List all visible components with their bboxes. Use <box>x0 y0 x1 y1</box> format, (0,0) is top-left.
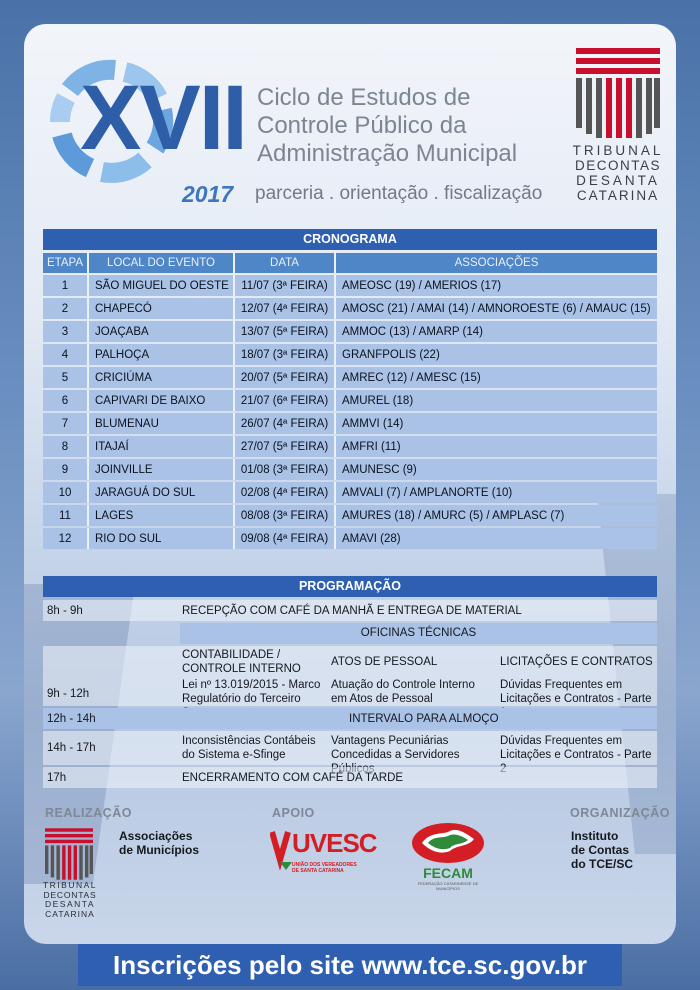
associations-cell: AMMOC (13) / AMARP (14) <box>336 321 657 342</box>
workshop-topic: Lei nº 13.019/2015 - Marco Regulatório do Terceiro <box>182 679 321 705</box>
date-cell: 21/07 (6ª FEIRA) <box>235 390 336 411</box>
table-row <box>43 708 657 729</box>
workshop-topic: Dúvidas Frequentes em Licitações e Contratos - Parte <box>500 735 652 761</box>
etapa-cell: 11 <box>43 505 89 526</box>
time-label: 14h - 17h <box>47 742 96 754</box>
table-header-row <box>43 253 657 273</box>
cronograma-table <box>43 251 657 551</box>
fecam-logo <box>408 821 488 891</box>
workshop-track-header: LICITAÇÕES E CONTRATOS <box>500 656 653 668</box>
associations-cell: AMFRI (11) <box>336 436 657 457</box>
date-cell: 08/08 (3ª FEIRA) <box>235 505 336 526</box>
table-row <box>43 482 657 503</box>
column-header: ASSOCIAÇÕES <box>336 253 657 273</box>
time-label: 12h - 14h <box>47 713 96 725</box>
text-line: de Contas <box>571 843 630 857</box>
tce-line: CATARINA <box>45 908 95 919</box>
fecam-wordmark: FECAM <box>423 865 473 881</box>
table-row <box>43 367 657 388</box>
etapa-cell: 2 <box>43 298 89 319</box>
table-row <box>43 321 657 342</box>
text-line: Associações <box>119 829 193 843</box>
table-row <box>43 413 657 434</box>
event-title <box>257 84 557 168</box>
associations-cell: AMUNESC (9) <box>336 459 657 480</box>
location-cell: ITAJAÍ <box>89 436 235 457</box>
tce-line: DECONTAS <box>574 158 661 173</box>
location-cell: LAGES <box>89 505 235 526</box>
etapa-cell: 4 <box>43 344 89 365</box>
location-cell: JOAÇABA <box>89 321 235 342</box>
column-header: DATA <box>235 253 336 273</box>
date-cell: 09/08 (4ª FEIRA) <box>235 528 336 549</box>
time-label: 8h - 9h <box>47 605 83 617</box>
table-row <box>43 528 657 549</box>
workshops-title: OFICINAS TÉCNICAS <box>180 623 657 644</box>
realizacao-label: REALIZAÇÃO <box>45 806 132 820</box>
associations-cell: AMUREL (18) <box>336 390 657 411</box>
table-row <box>43 646 657 706</box>
location-cell: CRICIÚMA <box>89 367 235 388</box>
event-year: 2017 <box>182 181 234 207</box>
etapa-cell: 8 <box>43 436 89 457</box>
date-cell: 13/07 (5ª FEIRA) <box>235 321 336 342</box>
fecam-map-icon <box>410 821 486 865</box>
uvesc-wordmark: UVESC <box>292 828 377 858</box>
table-row <box>43 275 657 296</box>
title-line: Ciclo de Estudos de <box>257 84 471 111</box>
programacao-title: PROGRAMAÇÃO <box>43 576 657 597</box>
workshop-track-header: CONTABILIDADE / CONTROLE INTERNO <box>182 649 301 675</box>
workshop-topic: Vantagens Pecuniárias Concedidas a Servidores <box>331 735 460 761</box>
location-cell: CAPIVARI DE BAIXO <box>89 390 235 411</box>
tce-line: TRIBUNAL <box>42 880 98 890</box>
title-line: Administração Municipal <box>257 140 518 167</box>
date-cell: 11/07 (3ª FEIRA) <box>235 275 336 296</box>
tce-line: TRIBUNAL <box>572 143 664 158</box>
associations-cell: AMURES (18) / AMURC (5) / AMPLASC (7) <box>336 505 657 526</box>
date-cell: 02/08 (4ª FEIRA) <box>235 482 336 503</box>
table-row <box>43 731 657 765</box>
session-label: RECEPÇÃO COM CAFÉ DA MANHÃ E ENTREGA DE MATERIAL <box>182 605 522 617</box>
associacoes-text <box>119 829 199 857</box>
date-cell: 20/07 (5ª FEIRA) <box>235 367 336 388</box>
etapa-cell: 5 <box>43 367 89 388</box>
session-label: ENCERRAMENTO COM CAFÉ DA TARDE <box>182 772 404 784</box>
etapa-cell: 12 <box>43 528 89 549</box>
registration-banner[interactable]: Inscrições pelo site www.tce.sc.gov.br <box>78 944 622 986</box>
etapa-cell: 3 <box>43 321 89 342</box>
table-row <box>43 436 657 457</box>
workshop-topic: Atuação do Controle Interno em Atos de Pessoal <box>331 679 475 705</box>
location-cell: JARAGUÁ DO SUL <box>89 482 235 503</box>
column-header: ETAPA <box>43 253 89 273</box>
location-cell: PALHOÇA <box>89 344 235 365</box>
tce-line: DESANTA <box>576 173 660 188</box>
location-cell: SÃO MIGUEL DO OESTE <box>89 275 235 296</box>
text-line: de Municípios <box>119 843 200 857</box>
associations-cell: AMMVI (14) <box>336 413 657 434</box>
table-row <box>43 390 657 411</box>
text-line: Instituto <box>571 829 619 843</box>
table-row <box>180 623 657 644</box>
table-row <box>43 298 657 319</box>
associations-cell: AMAVI (28) <box>336 528 657 549</box>
workshop-topic: Dúvidas Frequentes em Licitações e Contratos - Parte <box>500 679 652 705</box>
tce-line: DESANTA <box>44 899 96 909</box>
date-cell: 01/08 (3ª FEIRA) <box>235 459 336 480</box>
text-line: do TCE/SC <box>571 857 633 871</box>
date-cell: 26/07 (4ª FEIRA) <box>235 413 336 434</box>
uvesc-subtitle: UNIÃO DOS VEREADORES DE SANTA CATARINA <box>292 862 357 874</box>
date-cell: 12/07 (4ª FEIRA) <box>235 298 336 319</box>
tce-logo-icon <box>576 48 660 138</box>
etapa-cell: 6 <box>43 390 89 411</box>
table-row <box>43 344 657 365</box>
associations-cell: AMREC (12) / AMESC (15) <box>336 367 657 388</box>
cronograma-body <box>43 275 657 549</box>
location-cell: RIO DO SUL <box>89 528 235 549</box>
instituto-text <box>571 829 633 871</box>
edition-numeral: XVII <box>80 67 246 169</box>
apoio-label: APOIO <box>272 806 315 820</box>
etapa-cell: 7 <box>43 413 89 434</box>
cronograma-title: CRONOGRAMA <box>43 229 657 250</box>
title-line: Controle Público da <box>257 112 467 139</box>
column-header: LOCAL DO EVENTO <box>89 253 235 273</box>
associations-cell: AMVALI (7) / AMPLANORTE (10) <box>336 482 657 503</box>
date-cell: 18/07 (3ª FEIRA) <box>235 344 336 365</box>
time-label: 17h <box>47 772 67 784</box>
associations-cell: AMOSC (21) / AMAI (14) / AMNOROESTE (6) / AMAUC (15) <box>336 298 657 319</box>
associations-cell: GRANFPOLIS (22) <box>336 344 657 365</box>
uvesc-logo <box>270 826 377 880</box>
table-row <box>43 767 657 788</box>
location-cell: JOINVILLE <box>89 459 235 480</box>
tce-line: CATARINA <box>576 188 660 203</box>
tce-logo-icon <box>45 828 93 880</box>
location-cell: BLUMENAU <box>89 413 235 434</box>
etapa-cell: 10 <box>43 482 89 503</box>
tce-line: DECONTAS <box>43 889 97 900</box>
session-label: INTERVALO PARA ALMOÇO <box>349 713 499 725</box>
tce-logo-text <box>566 143 670 203</box>
table-row <box>43 600 657 621</box>
time-label: 9h - 12h <box>47 688 90 700</box>
tce-small-text <box>40 881 100 919</box>
workshop-topic: Inconsistências Contábeis do Sistema e-Sfinge <box>182 735 316 761</box>
organizacao-label: ORGANIZAÇÃO <box>570 806 670 820</box>
location-cell: CHAPECÓ <box>89 298 235 319</box>
etapa-cell: 1 <box>43 275 89 296</box>
event-slogan: parceria . orientação . fiscalização <box>255 183 543 204</box>
associations-cell: AMEOSC (19) / AMERIOS (17) <box>336 275 657 296</box>
workshop-track-header: ATOS DE PESSOAL <box>331 656 438 668</box>
table-row <box>43 459 657 480</box>
date-cell: 27/07 (5ª FEIRA) <box>235 436 336 457</box>
etapa-cell: 9 <box>43 459 89 480</box>
fecam-subtitle: FEDERAÇÃO CATARINENSE DE MUNICÍPIOS <box>417 881 479 891</box>
table-row <box>43 505 657 526</box>
